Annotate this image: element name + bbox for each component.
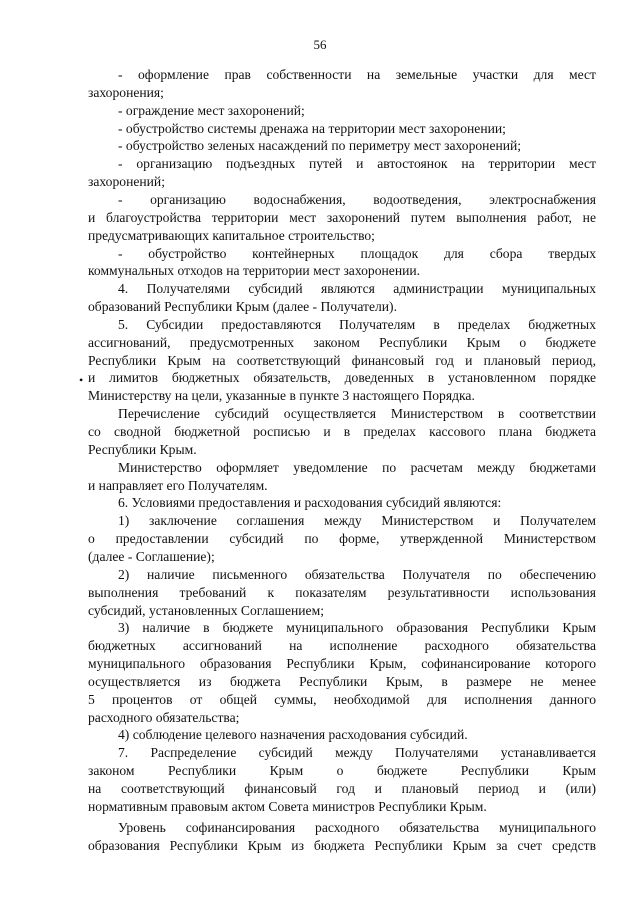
- text-line: - оформление прав собственности на земельные участки для мест: [118, 67, 596, 82]
- text-line: со сводной бюджетной росписью и в пределах кассового плана бюджета: [88, 424, 596, 439]
- text-line: - обустройство системы дренажа на территории мест захоронении;: [118, 120, 506, 136]
- text-line: осуществляется из бюджета Республики Крым, в размере не менее: [88, 673, 596, 689]
- text-line: предусматривающих капитальное строительство;: [88, 227, 375, 243]
- text-line: ассигнований, предусмотренных законом Республики Крым о бюджете: [88, 334, 596, 350]
- text-line: захоронения;: [88, 84, 164, 100]
- text-line: субсидий, установленных Соглашением;: [88, 602, 324, 618]
- text-line: Уровень софинансирования расходного обязательства муниципального: [118, 819, 596, 835]
- text-line: - обустройство контейнерных площадок для сбора твердых: [118, 245, 596, 261]
- text-line: 4) соблюдение целевого назначения расходования субсидий.: [118, 727, 468, 743]
- text-line: о предоставлении субсидий по форме, утвержденной Министерством: [88, 531, 596, 547]
- text-line: 6. Условиями предоставления и расходования субсидий являются:: [118, 495, 502, 511]
- text-line: образования Республики Крым из бюджета Республики Крым за счет средств: [88, 837, 596, 853]
- text-line: 2) наличие письменного обязательства Получателя по обеспечению: [118, 566, 596, 582]
- text-line: выполнения требований к показателям результативности использования: [88, 584, 596, 600]
- margin-mark: •: [79, 373, 84, 387]
- text-line: - обустройство зеленых насаждений по периметру мест захоронений;: [118, 138, 522, 154]
- text-line: и благоустройства территории мест захоронений путем выполнения работ, не: [88, 209, 596, 225]
- text-line: - ограждение мест захоронений;: [118, 102, 305, 118]
- text-line: Министерство оформляет уведомление по расчетам между бюджетами: [118, 459, 596, 475]
- text-line: нормативным правовым актом Совета министров Республики Крым.: [88, 798, 487, 814]
- text-line: коммунальных отходов на территории мест захоронении.: [88, 263, 421, 279]
- text-line: Республики Крым на соответствующий финансовый год и плановый период,: [88, 352, 596, 368]
- text-line: 5. Субсидии предоставляются Получателям в пределах бюджетных: [118, 316, 596, 332]
- text-line: Министерству на цели, указанные в пункте 3 настоящего Порядка.: [88, 388, 475, 404]
- page-number: 56: [313, 37, 327, 52]
- text-line: захоронений;: [88, 174, 165, 190]
- text-line: на соответствующий финансовый год и плановый период и (или): [88, 781, 596, 796]
- text-line: - организацию водоснабжения, водоотведения, электроснабжения: [118, 191, 596, 207]
- text-line: расходного обязательства;: [88, 709, 240, 725]
- text-line: законом Республики Крым о бюджете Республики Крым: [88, 763, 596, 779]
- text-line: 4. Получателями субсидий являются администрации муниципальных: [118, 281, 596, 297]
- text-line: муниципального образования Республики Крым, софинансирование которого: [88, 656, 596, 672]
- text-line: Республики Крым.: [88, 441, 197, 457]
- text-line: Перечисление субсидий осуществляется Министерством в соответствии: [118, 406, 596, 422]
- text-line: и направляет его Получателям.: [88, 477, 268, 493]
- text-line: образований Республики Крым (далее - Получатели).: [88, 299, 397, 315]
- text-line: 1) заключение соглашения между Министерством и Получателем: [118, 513, 596, 529]
- text-line: 3) наличие в бюджете муниципального образования Республики Крым: [118, 620, 596, 636]
- text-line: 7. Распределение субсидий между Получателями устанавливается: [118, 745, 596, 761]
- text-line: 5 процентов от общей суммы, необходимой для исполнения данного: [88, 691, 596, 707]
- text-line: (далее - Соглашение);: [88, 548, 215, 564]
- text-line: бюджетных ассигнований на исполнение расходного обязательства: [88, 638, 596, 654]
- text-line: и лимитов бюджетных обязательств, доведенных в установленном порядке: [88, 370, 596, 386]
- text-line: - организацию подъездных путей и автостоянок на территории мест: [118, 156, 596, 172]
